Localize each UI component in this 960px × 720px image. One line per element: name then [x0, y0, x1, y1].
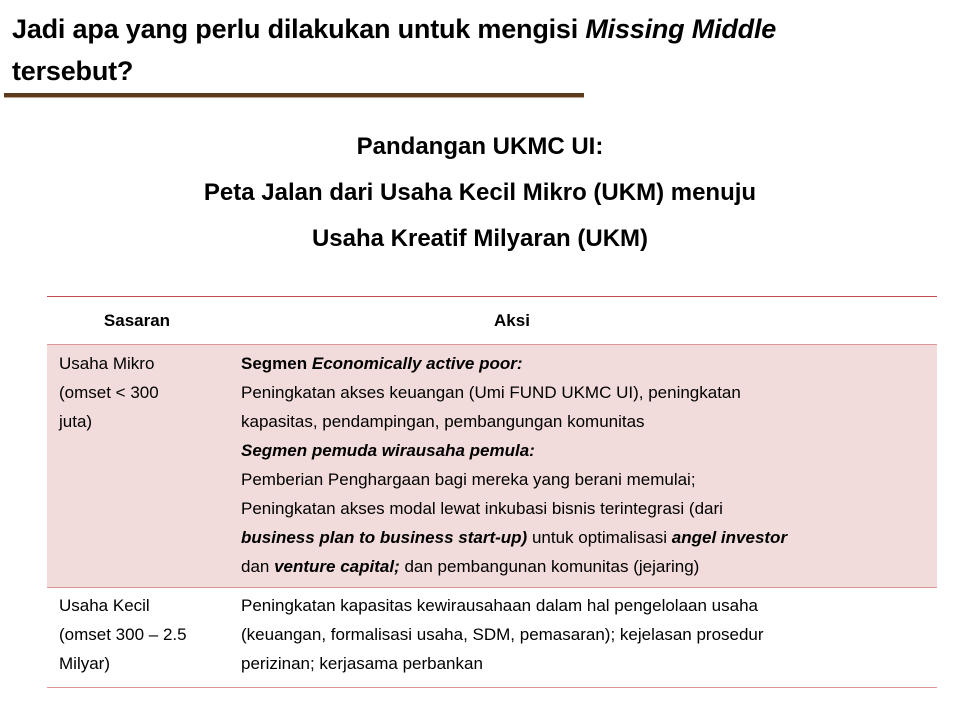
emphasis-text: business plan to business start-up): [241, 528, 528, 547]
aksi-line: [241, 552, 931, 581]
aksi-cell: [227, 591, 937, 678]
roadmap-table: [47, 296, 937, 688]
aksi-cell: [227, 349, 937, 581]
aksi-line: Peningkatan akses keuangan (Umi FUND UKMC UI), peningkatan: [241, 383, 741, 402]
emphasis-text: angel investor: [671, 528, 788, 547]
aksi-text: untuk optimalisasi: [527, 528, 672, 547]
aksi-line: (keuangan, formalisasi usaha, SDM, pemasaran); kejelasan prosedur: [241, 625, 764, 644]
table-row: [47, 588, 937, 688]
slide-title: [12, 8, 952, 92]
sasaran-cell: [47, 349, 227, 581]
aksi-text: dan pembangunan komunitas (jejaring): [399, 557, 700, 576]
title-underline: [4, 93, 584, 98]
sasaran-cell: [47, 591, 227, 678]
aksi-line: Pemberian Penghargaan bagi mereka yang berani memulai;: [241, 470, 696, 489]
sasaran-line: (omset < 300: [59, 383, 159, 402]
sasaran-line: Usaha Kecil: [59, 596, 150, 615]
sasaran-line: Milyar): [59, 654, 110, 673]
aksi-line: [241, 523, 931, 552]
aksi-text: dan: [241, 557, 275, 576]
aksi-line: Peningkatan kapasitas kewirausahaan dalam hal pengelolaan usaha: [241, 596, 758, 615]
aksi-line: Peningkatan akses modal lewat inkubasi bisnis terintegrasi (dari: [241, 499, 723, 518]
segment-heading: [241, 349, 931, 378]
aksi-line: kapasitas, pendampingan, pembangungan komunitas: [241, 412, 645, 431]
title-line2: tersebut?: [12, 56, 134, 86]
table-header-row: [47, 297, 937, 345]
emphasis-text: venture capital;: [274, 557, 400, 576]
title-prefix: Jadi apa yang perlu dilakukan untuk mengisi: [12, 14, 586, 44]
header-aksi: Aksi: [494, 311, 530, 330]
sasaran-line: Usaha Mikro: [59, 354, 155, 373]
subtitle-line3: Usaha Kreatif Milyaran (UKM): [311, 225, 649, 252]
title-emphasis: Missing Middle: [585, 14, 777, 44]
subtitle-line2: Peta Jalan dari Usaha Kecil Mikro (UKM) menuju: [203, 179, 757, 206]
subtitle: [0, 124, 960, 262]
header-sasaran: Sasaran: [103, 311, 171, 330]
subtitle-line1: Pandangan UKMC UI:: [356, 133, 604, 160]
sasaran-line: (omset 300 – 2.5: [59, 625, 187, 644]
segment-heading: Segmen pemuda wirausaha pemula:: [241, 441, 535, 460]
aksi-line: perizinan; kerjasama perbankan: [241, 654, 483, 673]
table-row: [47, 345, 937, 588]
segment-name: Economically active poor:: [311, 354, 523, 373]
segment-label: Segmen: [241, 354, 312, 373]
sasaran-line: juta): [59, 412, 93, 431]
